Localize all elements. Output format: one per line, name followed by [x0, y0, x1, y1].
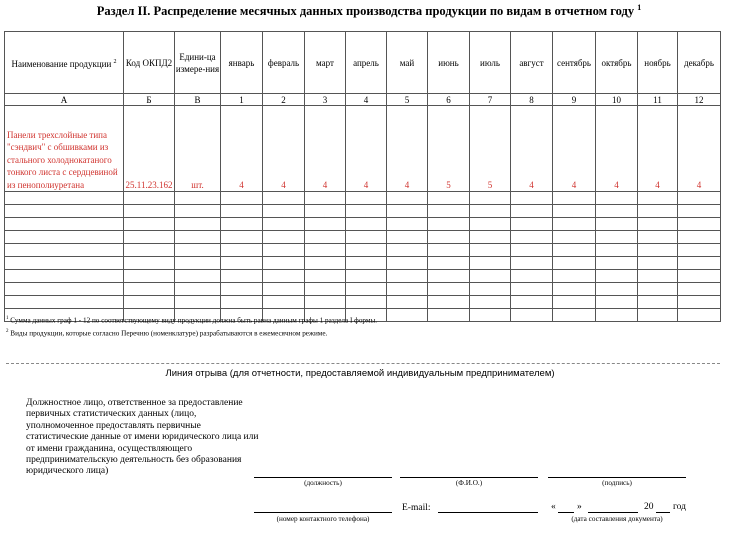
phone-line[interactable]	[254, 512, 392, 513]
empty-cell[interactable]	[305, 231, 346, 244]
column-index: 1	[221, 94, 263, 106]
empty-cell[interactable]	[346, 283, 387, 296]
empty-cell[interactable]	[638, 231, 678, 244]
empty-cell[interactable]	[124, 205, 175, 218]
table-row	[5, 270, 721, 283]
table-row	[5, 257, 721, 270]
empty-cell[interactable]	[305, 205, 346, 218]
empty-cell[interactable]	[221, 257, 263, 270]
empty-cell[interactable]	[124, 257, 175, 270]
tear-dotted-line	[6, 363, 720, 364]
empty-cell[interactable]	[428, 192, 470, 205]
empty-cell[interactable]	[638, 192, 678, 205]
empty-cell[interactable]	[511, 192, 553, 205]
empty-cell[interactable]	[263, 257, 305, 270]
empty-cell[interactable]	[511, 218, 553, 231]
column-index: Б	[124, 94, 175, 106]
empty-cell[interactable]	[553, 283, 596, 296]
month-value-cell[interactable]: 5	[470, 106, 511, 192]
position-line[interactable]	[254, 477, 392, 478]
empty-cell[interactable]	[470, 283, 511, 296]
empty-cell[interactable]	[221, 205, 263, 218]
empty-cell[interactable]	[678, 257, 721, 270]
month-value-cell[interactable]: 4	[596, 106, 638, 192]
empty-cell[interactable]	[428, 309, 470, 322]
empty-cell[interactable]	[553, 231, 596, 244]
empty-cell[interactable]	[263, 244, 305, 257]
header-month: сентябрь	[553, 32, 596, 94]
section-title: Раздел II. Распределение месячных данных производства продукции по видам в отчетном году $^1$	[96, 3, 642, 19]
phone-caption: (номер контактного телефона)	[276, 515, 370, 523]
month-value-cell[interactable]: 4	[511, 106, 553, 192]
column-index: 11	[638, 94, 678, 106]
header-month: февраль	[263, 32, 305, 94]
empty-cell[interactable]	[596, 270, 638, 283]
empty-cell[interactable]	[175, 231, 221, 244]
date-year-field[interactable]	[656, 512, 670, 513]
empty-cell[interactable]	[511, 244, 553, 257]
empty-cell[interactable]	[175, 296, 221, 309]
empty-cell[interactable]	[263, 270, 305, 283]
empty-cell[interactable]	[428, 283, 470, 296]
empty-cell[interactable]	[346, 218, 387, 231]
header-month: июль	[470, 32, 511, 94]
empty-cell[interactable]	[428, 244, 470, 257]
empty-cell[interactable]	[470, 296, 511, 309]
empty-cell[interactable]	[305, 283, 346, 296]
empty-cell[interactable]	[305, 244, 346, 257]
header-code: Код ОКПД2	[124, 32, 175, 94]
empty-cell[interactable]	[638, 309, 678, 322]
header-unit: Едини-ца измере-ния	[175, 32, 221, 94]
empty-cell[interactable]	[553, 296, 596, 309]
empty-cell[interactable]	[511, 205, 553, 218]
empty-cell[interactable]	[221, 283, 263, 296]
official-description: Должностное лицо, ответственное за предоставление первичных статистических данных (лицо, уполномоченное предоставлять первичные статистические данные от имени юридического лица или от имени гражданина, осуществляющего предпринимательскую деятельность без образования юридического лица)	[26, 398, 259, 477]
empty-cell[interactable]	[553, 244, 596, 257]
date-close-quote: »	[577, 502, 582, 512]
empty-cell[interactable]	[428, 270, 470, 283]
empty-cell[interactable]	[263, 192, 305, 205]
month-value-cell[interactable]: 4	[638, 106, 678, 192]
empty-cell[interactable]	[124, 296, 175, 309]
empty-cell[interactable]	[5, 283, 124, 296]
empty-cell[interactable]	[638, 296, 678, 309]
empty-cell[interactable]	[221, 231, 263, 244]
empty-cell[interactable]	[346, 205, 387, 218]
empty-cell[interactable]	[678, 309, 721, 322]
empty-cell[interactable]	[553, 309, 596, 322]
empty-cell[interactable]	[596, 244, 638, 257]
empty-cell[interactable]	[511, 309, 553, 322]
empty-cell[interactable]	[678, 244, 721, 257]
date-year-suffix: год	[673, 502, 686, 512]
table-row	[5, 231, 721, 244]
empty-cell[interactable]	[428, 257, 470, 270]
position-caption: (должность)	[304, 479, 342, 487]
empty-cell[interactable]	[346, 244, 387, 257]
empty-cell[interactable]	[175, 192, 221, 205]
empty-cell[interactable]	[387, 270, 428, 283]
empty-cell[interactable]	[221, 296, 263, 309]
footnote-1: $^1$ Сумма данных граф 1 - 12 по соответствующему виду продукции должна быть равна данным графы 1 раздела I формы.	[6, 316, 378, 325]
month-value-cell[interactable]: 5	[428, 106, 470, 192]
empty-cell[interactable]	[638, 218, 678, 231]
column-index: А	[5, 94, 124, 106]
empty-cell[interactable]	[470, 244, 511, 257]
empty-cell[interactable]	[175, 283, 221, 296]
empty-cell[interactable]	[387, 309, 428, 322]
column-index: 6	[428, 94, 470, 106]
column-index: 2	[263, 94, 305, 106]
empty-cell[interactable]	[346, 192, 387, 205]
header-month: октябрь	[596, 32, 638, 94]
empty-cell[interactable]	[511, 283, 553, 296]
empty-cell[interactable]	[387, 205, 428, 218]
signature-caption: (подпись)	[602, 479, 632, 487]
column-index: В	[175, 94, 221, 106]
month-value-cell[interactable]: 4	[387, 106, 428, 192]
empty-cell[interactable]	[428, 205, 470, 218]
empty-cell[interactable]	[305, 296, 346, 309]
header-name: Наименование продукции $^2$	[5, 32, 124, 94]
empty-cell[interactable]	[5, 218, 124, 231]
empty-cell[interactable]	[638, 244, 678, 257]
empty-cell[interactable]	[678, 231, 721, 244]
header-month: апрель	[346, 32, 387, 94]
empty-cell[interactable]	[428, 296, 470, 309]
okpd2-code-cell[interactable]: 25.11.23.162	[124, 106, 175, 192]
header-month: декабрь	[678, 32, 721, 94]
empty-cell[interactable]	[428, 231, 470, 244]
empty-cell[interactable]	[428, 218, 470, 231]
table-row	[5, 106, 721, 192]
empty-cell[interactable]	[678, 283, 721, 296]
email-label: E-mail:	[402, 503, 431, 513]
month-value-cell[interactable]: 4	[305, 106, 346, 192]
empty-cell[interactable]	[221, 218, 263, 231]
empty-cell[interactable]	[175, 244, 221, 257]
empty-cell[interactable]	[221, 270, 263, 283]
column-index: 3	[305, 94, 346, 106]
column-index: 7	[470, 94, 511, 106]
empty-cell[interactable]	[175, 205, 221, 218]
column-index: 9	[553, 94, 596, 106]
empty-cell[interactable]	[596, 296, 638, 309]
empty-cell[interactable]	[305, 192, 346, 205]
empty-cell[interactable]	[5, 231, 124, 244]
empty-cell[interactable]	[387, 283, 428, 296]
fio-line[interactable]	[400, 477, 538, 478]
empty-cell[interactable]	[470, 231, 511, 244]
empty-cell[interactable]	[346, 231, 387, 244]
empty-cell[interactable]	[305, 257, 346, 270]
table-row	[5, 296, 721, 309]
date-day-field[interactable]	[558, 512, 574, 513]
month-value-cell[interactable]: 4	[346, 106, 387, 192]
empty-cell[interactable]	[221, 192, 263, 205]
empty-cell[interactable]	[387, 218, 428, 231]
table-row	[5, 283, 721, 296]
empty-cell[interactable]	[511, 270, 553, 283]
month-value-cell[interactable]: 4	[678, 106, 721, 192]
empty-cell[interactable]	[596, 283, 638, 296]
empty-cell[interactable]	[470, 205, 511, 218]
empty-cell[interactable]	[553, 205, 596, 218]
empty-cell[interactable]	[470, 309, 511, 322]
empty-cell[interactable]	[678, 218, 721, 231]
empty-cell[interactable]	[124, 218, 175, 231]
empty-cell[interactable]	[124, 192, 175, 205]
empty-cell[interactable]	[124, 231, 175, 244]
column-index: 10	[596, 94, 638, 106]
table-row	[5, 205, 721, 218]
empty-cell[interactable]	[175, 270, 221, 283]
empty-cell[interactable]	[596, 231, 638, 244]
empty-cell[interactable]	[638, 205, 678, 218]
date-open-quote: «	[551, 502, 556, 512]
empty-cell[interactable]	[263, 296, 305, 309]
title-footnote-mark: 1	[637, 3, 642, 12]
empty-cell[interactable]	[5, 257, 124, 270]
empty-cell[interactable]	[553, 257, 596, 270]
table-header-row	[5, 32, 721, 94]
empty-cell[interactable]	[175, 218, 221, 231]
column-index: 4	[346, 94, 387, 106]
empty-cell[interactable]	[678, 296, 721, 309]
empty-cell[interactable]	[263, 231, 305, 244]
column-index-row	[5, 94, 721, 106]
empty-cell[interactable]	[305, 218, 346, 231]
empty-cell[interactable]	[124, 270, 175, 283]
empty-cell[interactable]	[124, 244, 175, 257]
date-month-field[interactable]	[588, 512, 638, 513]
empty-cell[interactable]	[638, 270, 678, 283]
fio-caption: (Ф.И.О.)	[455, 479, 483, 487]
empty-cell[interactable]	[387, 257, 428, 270]
empty-cell[interactable]	[470, 257, 511, 270]
empty-cell[interactable]	[263, 205, 305, 218]
empty-cell[interactable]	[124, 283, 175, 296]
product-name-cell[interactable]: Панели трехслойные типа "сэндвич" с обшивками из стального холоднокатаного тонкого листа с сердцевиной из пенополиуретана	[5, 106, 124, 192]
month-value-cell[interactable]: 4	[263, 106, 305, 192]
header-month: май	[387, 32, 428, 94]
empty-cell[interactable]	[678, 192, 721, 205]
header-month: июнь	[428, 32, 470, 94]
empty-cell[interactable]	[511, 231, 553, 244]
email-field[interactable]	[438, 512, 538, 513]
empty-cell[interactable]	[263, 283, 305, 296]
column-index: 5	[387, 94, 428, 106]
production-table	[4, 31, 721, 325]
empty-cell[interactable]	[5, 205, 124, 218]
column-index: 8	[511, 94, 553, 106]
date-year-prefix: 20	[644, 502, 654, 512]
empty-cell[interactable]	[596, 205, 638, 218]
empty-cell[interactable]	[387, 244, 428, 257]
empty-cell[interactable]	[638, 283, 678, 296]
header-month: март	[305, 32, 346, 94]
empty-cell[interactable]	[346, 296, 387, 309]
tear-line-label: Линия отрыва (для отчетности, предоставляемой индивидуальным предпринимателем)	[165, 368, 555, 379]
empty-cell[interactable]	[596, 309, 638, 322]
empty-cell[interactable]	[596, 257, 638, 270]
empty-cell[interactable]	[5, 296, 124, 309]
table-row	[5, 192, 721, 205]
empty-cell[interactable]	[175, 257, 221, 270]
empty-cell[interactable]	[221, 244, 263, 257]
empty-cell[interactable]	[387, 231, 428, 244]
table-row	[5, 218, 721, 231]
signature-line[interactable]	[548, 477, 686, 478]
header-month: январь	[221, 32, 263, 94]
empty-cell[interactable]	[553, 218, 596, 231]
empty-cell[interactable]	[511, 257, 553, 270]
blank-rows	[5, 192, 721, 325]
header-month: август	[511, 32, 553, 94]
column-index: 12	[678, 94, 721, 106]
empty-cell[interactable]	[638, 257, 678, 270]
empty-cell[interactable]	[678, 270, 721, 283]
header-month: ноябрь	[638, 32, 678, 94]
empty-cell[interactable]	[678, 205, 721, 218]
empty-cell[interactable]	[470, 218, 511, 231]
empty-cell[interactable]	[263, 218, 305, 231]
empty-cell[interactable]	[553, 192, 596, 205]
table-row	[5, 244, 721, 257]
empty-cell[interactable]	[596, 218, 638, 231]
unit-cell[interactable]: шт.	[175, 106, 221, 192]
empty-cell[interactable]	[346, 257, 387, 270]
empty-cell[interactable]	[470, 192, 511, 205]
date-caption: (дата составления документа)	[571, 515, 663, 523]
empty-cell[interactable]	[5, 270, 124, 283]
empty-cell[interactable]	[596, 192, 638, 205]
month-value-cell[interactable]: 4	[221, 106, 263, 192]
empty-cell[interactable]	[553, 270, 596, 283]
empty-cell[interactable]	[346, 270, 387, 283]
empty-cell[interactable]	[387, 296, 428, 309]
empty-cell[interactable]	[387, 192, 428, 205]
footnote-2: $^2$ Виды продукции, которые согласно Перечню (номенклатуре) разрабатываются в ежемесячном режиме.	[6, 329, 328, 338]
empty-cell[interactable]	[5, 192, 124, 205]
empty-cell[interactable]	[5, 244, 124, 257]
empty-cell[interactable]	[511, 296, 553, 309]
empty-cell[interactable]	[470, 270, 511, 283]
month-value-cell[interactable]: 4	[553, 106, 596, 192]
empty-cell[interactable]	[305, 270, 346, 283]
